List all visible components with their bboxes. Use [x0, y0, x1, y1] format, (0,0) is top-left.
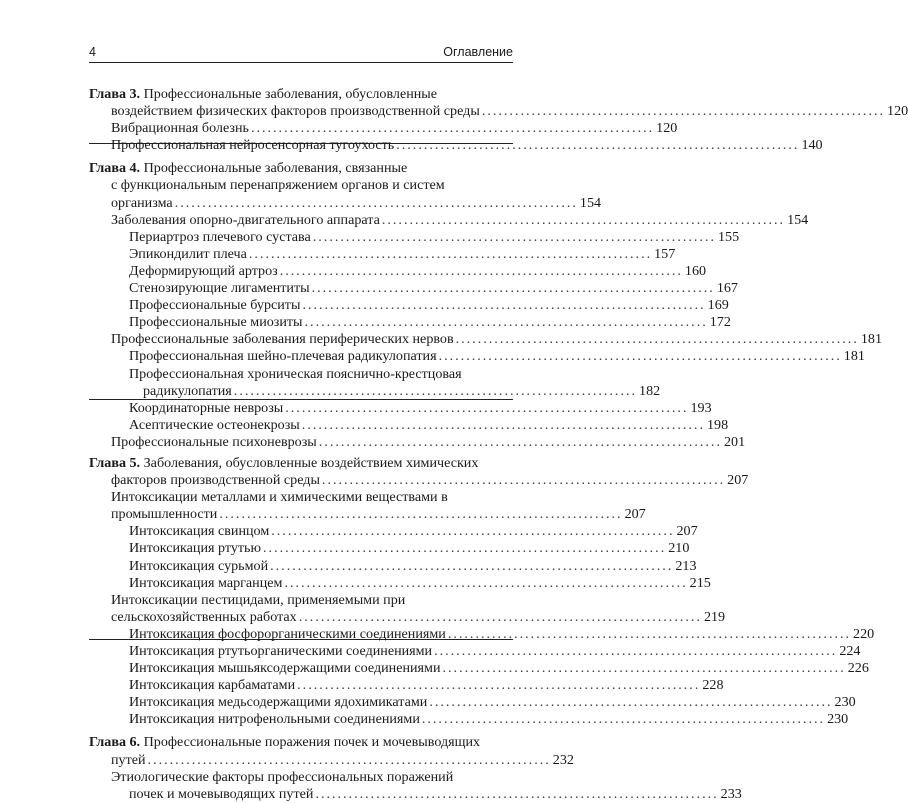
toc-item[interactable]: Стенозирующие лигаментиты ......................................................................... 167	[129, 280, 738, 297]
page-ref: 193	[690, 399, 712, 416]
toc-item[interactable]: Вибрационная болезнь ......................................................................... 120	[111, 120, 678, 137]
page-ref: 232	[552, 751, 574, 768]
toc-item-text: Вибрационная болезнь	[111, 120, 249, 137]
toc-item[interactable]: Интоксикация мышьяксодержащими соединениями ......................................................................... 226	[129, 660, 869, 677]
page-ref: 160	[684, 262, 707, 279]
toc-item-text: Профессиональные психоневрозы	[111, 433, 317, 450]
chapter-title: Профессиональные заболевания, обусловленные	[143, 86, 438, 102]
toc-item-continuation[interactable]: почек и мочевыводящих путей ......................................................................... 233	[129, 785, 742, 802]
page-ref: 220	[853, 625, 875, 642]
page-ref: 181	[860, 331, 882, 348]
page-ref: 172	[709, 314, 731, 331]
toc-item-text: Периартроз плечевого сустава	[129, 228, 311, 245]
toc-chapter-6-line1	[89, 734, 513, 751]
toc-item-text: Профессиональные бурситы	[129, 297, 301, 314]
toc-item-text: Профессиональная шейно-плечевая радикулопатия	[129, 348, 437, 365]
running-title: Оглавление	[443, 45, 513, 59]
toc-item-text: Этиологические факторы профессиональных поражений	[111, 768, 454, 785]
chapter-title: Заболевания, обусловленные воздействием химических	[143, 454, 479, 471]
toc-chapter-5-line1	[89, 455, 513, 472]
toc-item-continuation[interactable]: промышленности ......................................................................... 207	[111, 506, 646, 523]
page-ref: 120	[656, 120, 678, 137]
toc-chapter-4-line3[interactable]: организма ......................................................................... 154	[111, 194, 602, 211]
toc-item-continuation[interactable]: радикулопатия ......................................................................... 182	[143, 382, 661, 399]
page-ref: 224	[839, 643, 861, 659]
toc-item-text: Деформирующий артроз	[129, 262, 278, 279]
page-number: 4	[89, 45, 96, 59]
toc-item[interactable]: Интоксикация ртутьорганическими соединениями ......................................................................... 224	[129, 643, 861, 659]
toc-item[interactable]: Интоксикация свинцом ......................................................................... 207	[129, 523, 698, 540]
page-ref: 215	[689, 574, 711, 591]
page-ref: 155	[718, 228, 740, 245]
page-ref: 157	[654, 245, 676, 262]
page-ref: 207	[676, 523, 698, 540]
page-ref: 226	[847, 660, 869, 677]
toc-item[interactable]: Интоксикация медьсодержащими ядохимикатами ......................................................................... 230	[129, 694, 856, 711]
chapter-title: с функциональным перенапряжением органов и систем	[111, 177, 445, 194]
chapter-title: воздействием физических факторов производственной среды	[111, 103, 480, 120]
toc-item-text: Интоксикация медьсодержащими ядохимикатами	[129, 694, 428, 711]
toc-item[interactable]: Профессиональные заболевания периферических нервов ......................................................................... 181	[111, 331, 882, 348]
page-ref: 169	[707, 297, 729, 314]
toc-item-text: Профессиональные миозиты	[129, 314, 303, 331]
toc-item-text: Асептические остеонекрозы	[129, 416, 300, 433]
toc-item[interactable]: Интоксикация марганцем ......................................................................... 215	[129, 574, 711, 591]
page-ref: 154	[579, 194, 602, 211]
toc-item-text: Профессиональная нейросенсорная тугоухость	[111, 137, 395, 154]
chapter-label: Глава 6.	[89, 734, 141, 751]
toc-item[interactable]: Асептические остеонекрозы ......................................................................... 198	[129, 416, 729, 433]
page-ref: 228	[702, 677, 724, 694]
toc-item-text: Интоксикации пестицидами, применяемыми при	[111, 591, 406, 608]
page-ref: 140	[801, 137, 823, 154]
toc-item-text: Интоксикация ртутьорганическими соединениями	[129, 643, 433, 659]
toc-chapter-4-line2	[89, 177, 513, 194]
toc-item-text: Интоксикация мышьяксодержащими соединениями	[129, 660, 441, 677]
chapter-title: факторов производственной среды	[111, 472, 320, 489]
toc-item[interactable]	[89, 592, 513, 609]
toc-item[interactable]: Эпикондилит плеча ......................................................................... 157	[129, 245, 676, 262]
toc-item[interactable]: Интоксикация нитрофенольными соединениями ......................................................................... 230	[129, 711, 849, 728]
toc-item[interactable]: Профессиональные бурситы ......................................................................... 169	[129, 297, 729, 314]
toc-item[interactable]	[89, 489, 513, 506]
toc-item[interactable]: Профессиональная нейросенсорная тугоухость ......................................................................... 140	[111, 137, 823, 154]
page-ref: 207	[624, 506, 646, 523]
toc-item-text: Интоксикация свинцом	[129, 523, 270, 540]
page-ref: 207	[727, 472, 749, 489]
toc-item-text: почек и мочевыводящих путей	[129, 785, 314, 802]
toc-item-text: Интоксикация нитрофенольными соединениями	[129, 711, 420, 728]
toc-item-text: Стенозирующие лигаментиты	[129, 280, 310, 297]
page-ref: 181	[843, 348, 865, 365]
page-ref: 201	[723, 433, 746, 450]
toc-item[interactable]: Интоксикация фосфорорганическими соединениями ......................................................................... 220	[129, 625, 875, 642]
page-ref: 154	[787, 211, 809, 228]
toc-item-text: сельскохозяйственных работах	[111, 608, 297, 625]
header-rule	[89, 62, 513, 63]
page-ref: 182	[639, 382, 661, 399]
toc-chapter-5-line2[interactable]: факторов производственной среды ......................................................................... 207	[111, 472, 749, 489]
page-ref: 230	[834, 694, 856, 711]
chapter-label: Глава 4.	[89, 160, 141, 177]
toc-item[interactable]: Профессиональные психоневрозы ......................................................................... 201	[111, 433, 746, 450]
chapter-title: Профессиональные заболевания, связанные	[143, 160, 408, 177]
toc-item-text: Профессиональные заболевания периферических нервов	[111, 331, 454, 348]
toc-item[interactable]: Координаторные неврозы ......................................................................... 193	[129, 399, 712, 416]
toc-item-text: промышленности	[111, 506, 218, 523]
toc-item[interactable]: Периартроз плечевого сустава ......................................................................... 155	[129, 228, 740, 245]
toc-item-text: Профессиональная хроническая пояснично-крестцовая	[129, 365, 462, 382]
chapter-title: Профессиональные поражения почек и мочевыводящих	[143, 734, 481, 751]
toc-item-text: Интоксикация ртутью	[129, 540, 262, 557]
table-of-contents	[89, 86, 908, 803]
page-ref: 198	[706, 416, 729, 433]
toc-item-text: Заболевания опорно-двигательного аппарата	[111, 211, 380, 228]
chapter-label: Глава 3.	[89, 86, 141, 102]
chapter-title: организма	[111, 194, 173, 211]
toc-item-text: Интоксикация марганцем	[129, 574, 283, 591]
toc-item[interactable]: Заболевания опорно-двигательного аппарата ......................................................................... 154	[111, 211, 809, 228]
toc-item-text: Координаторные неврозы	[129, 399, 284, 416]
toc-item-text: Интоксикация сурьмой	[129, 557, 269, 574]
toc-item-text: Интоксикации металлами и химическими веществами в	[111, 489, 448, 506]
page-ref: 219	[703, 608, 726, 625]
toc-item-text: Интоксикация фосфорорганическими соединениями	[129, 625, 446, 642]
page-ref: 230	[827, 711, 849, 728]
toc-item[interactable]	[89, 366, 513, 383]
toc-chapter-3-line2[interactable]: воздействием физических факторов производственной среды ......................................................................... 120	[111, 103, 908, 120]
toc-item[interactable]: Интоксикация ртутью ......................................................................... 210	[129, 540, 690, 557]
toc-item-text: Эпикондилит плеча	[129, 245, 247, 262]
toc-item-continuation[interactable]: сельскохозяйственных работах ......................................................................... 219	[111, 608, 726, 625]
page-ref: 120	[887, 103, 908, 120]
toc-item[interactable]: Интоксикация карбаматами ......................................................................... 228	[129, 677, 724, 694]
toc-item[interactable]: Интоксикация сурьмой ......................................................................... 213	[129, 557, 697, 574]
toc-item[interactable]: Профессиональные миозиты ......................................................................... 172	[129, 314, 731, 331]
chapter-title: путей	[111, 751, 146, 768]
toc-item-text: радикулопатия	[143, 382, 232, 399]
page-ref: 167	[716, 280, 738, 297]
page-ref: 213	[675, 557, 697, 574]
toc-item-text: Интоксикация карбаматами	[129, 677, 296, 694]
page-ref: 233	[720, 785, 742, 802]
toc-item[interactable]: Профессиональная шейно-плечевая радикулопатия ......................................................................... 181	[129, 348, 865, 365]
toc-item[interactable]	[89, 769, 513, 786]
toc-chapter-6-line2[interactable]: путей ......................................................................... 232	[111, 751, 574, 768]
toc-chapter-3-line1	[89, 86, 513, 103]
page-ref: 210	[668, 540, 690, 557]
toc-chapter-4-line1	[89, 160, 513, 177]
chapter-label: Глава 5.	[89, 454, 141, 471]
toc-item[interactable]: Деформирующий артроз ......................................................................... 160	[129, 262, 707, 279]
